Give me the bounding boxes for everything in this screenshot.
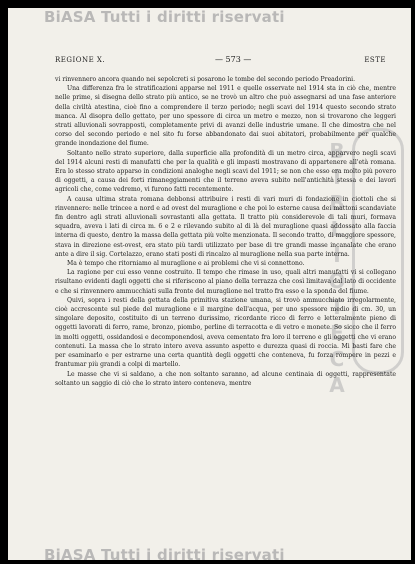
- watermark-top-text: BiASA Tutti i diritti riservati: [44, 8, 285, 26]
- paragraph: Le masse che vi si saldano, a che non soltanto saranno, ad alcune centinaia di oggetti, rappresentate soltanto un saggio di ciò che lo strato intero conteneva, mentre: [55, 370, 396, 387]
- paragraph: Una differenza fra le stratificazioni apparse nel 1911 e quelle osservate nel 1914 sta in ciò che, mentre nelle prime, si disegna dello strato più antico, se ne trovò un altro che può assegnarsi ad una fase anteriore della civiltà atestina, cioè fino a comprendere il terzo periodo; negli scavi del 1914 questo secondo strato manca. Al disopra dello gettato, per uno spessore di circa un metro e mezzo, non si trovarono che leggeri strati alluvionali sovrapposti, completamente privi di avanzi delle industrie umane. Il che dimostra che nel corso del secondo periodo e nel sito fu forse abbandonato dai suoi abitatori, probabilmente per qualche grande inondazione del fiume.: [55, 85, 396, 148]
- scanned-page: [8, 8, 411, 564]
- watermark-bottom-text: BiASA Tutti i diritti riservati: [44, 546, 285, 564]
- header-left: REGIONE X.: [55, 56, 106, 64]
- watermark-bottom: [44, 546, 285, 564]
- paragraph: vi rinvennero ancora quando nei sepolcreti si posarono le tombe del secondo periodo Preadorini.: [55, 76, 356, 83]
- body-text: [55, 75, 396, 388]
- page-number: — 573 —: [215, 55, 252, 64]
- paragraph: Ma è tempo che ritorniamo al muraglione e ai problemi che vi si connettono.: [67, 260, 305, 268]
- seal-text: B I B L I O T E C A: [328, 139, 346, 397]
- watermark-top: [44, 8, 285, 26]
- paragraph: Soltanto nello strato superiore, dalla superficie alla profondità di un metro circa, apparvero negli scavi del 1914 alcuni resti di manufatti che per la qualità e gli impasti mostravano di appartenere all'età romana. Era lo stesso strato apparso in condizioni analoghe negli scavi del 1911; se non che esso era molto più povero di oggetti, a causa dei forti rimaneggiamenti che il terreno aveva subito nell'antichità stessa e dei lavori agricoli che, come vedremo, vi furono fatti recentemente.: [55, 149, 396, 194]
- paragraph: La ragione per cui esso venne costruito. Il tempo che rimase in uso, quali altri manufatti vi si collegano risultano evidenti dagli oggetti che si riferiscono al piano della terrazza che così limitava dal lato di occidente e che si rinvennero ammucchiati sulla fronte del muraglione nel tratto fra esso e la sponda del fiume.: [55, 269, 396, 295]
- paragraph: A causa ultima strata romana debbonsi attribuire i resti di vari muri di fondazione in ciottoli che si rinvennero: nelle trincee a nord e ad ovest del muraglione e che poi lo esterne causa dei mattoni scandaviate fin dentro agli strati alluvionali sovrastanti alla gettata. Il tratto più considerevole di tali muri, formava squadra, aveva i lati di circa m. 6 e 2 e rilevando subito al di là del muraglione quasi addossato alla faccia interna di questo, dentro la massa della gettata più volte menzionata. Il secondo tratto, di maggiore spessore, stava in direzione est-ovest, era stato più tardi utilizzato per base di tre grandi masse incanalate che erano ante a dire il sig. Cortelazzo, erano stati posti di rincalzo al muraglione nella sua parte interna.: [55, 195, 396, 258]
- page-header: [55, 53, 386, 67]
- paragraph: Quivi, sopra i resti della gettata della primitiva stazione umana, si trovò ammucchiato irregolarmente, cioè accrescente sul piede del muraglione e il margine dell'acqua, per uno spessore medio di cm. 30, un singolare deposito, costituito di un terreno durissimo, ricordante ricco di ferro e letteralmente pieno di oggetti lavorati di ferro, rame, bronzo, piombo, perline di terracotta e di vetro e monete. So sicco che il ferro in molti oggetti, ossidandosi e decomponendosi, aveva cementato fra loro il terreno e gli oggetti che vi erano contenuti. La massa che lo strato intero aveva assunto aspetto e durezza quasi di roccia. Mi basti fare che per esaminarlo e per estrarne una certa quantità degli oggetti che conteneva, fu forza rompere in pezzi e frantumar più grandi a colpi di martello.: [55, 296, 396, 369]
- header-right: ESTE: [364, 56, 386, 64]
